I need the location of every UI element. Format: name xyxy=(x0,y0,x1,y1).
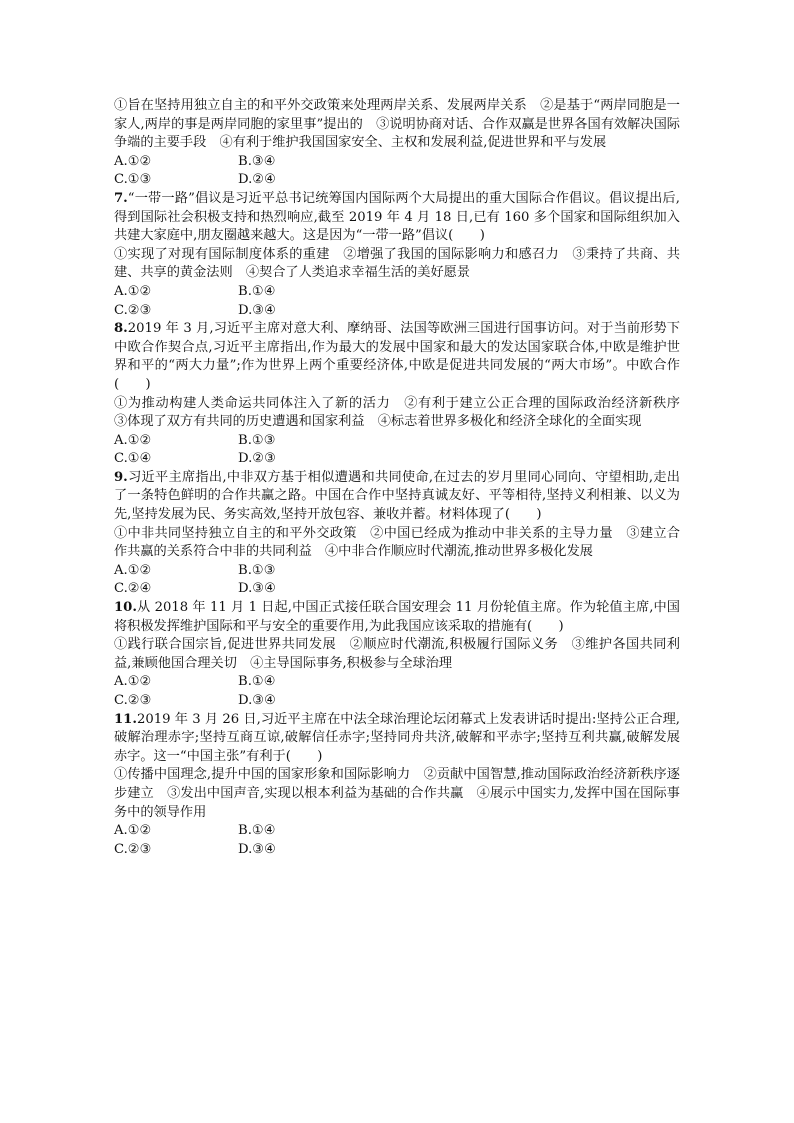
q6-options xyxy=(114,153,680,190)
q10-option-a: A.①② xyxy=(114,674,152,690)
q11-options xyxy=(114,822,680,859)
q10-stem: 从 2018 年 11 月 1 日起,中国正式接任联合国安理会 11 月份轮值主席。作为轮值主席,中国将积极发挥维护国际和平与安全的重要作用,为此我国应该采取的措施有( ) xyxy=(114,600,680,634)
q11-option-d: D.③④ xyxy=(238,841,276,857)
q10-options xyxy=(114,673,680,710)
q7-option-d: D.③④ xyxy=(238,302,276,318)
q8-statements: ①为推动构建人类命运共同体注入了新的活力 ②有利于建立公正合理的国际政治经济新秩序 ③体现了双方有共同的历史遭遇和国家利益 ④标志着世界多极化和经济全球化的全面实现 xyxy=(114,395,694,430)
q10-number: 10. xyxy=(114,600,137,616)
q8-option-a: A.①② xyxy=(114,432,152,448)
q11-option-b: B.①④ xyxy=(238,823,276,839)
q11-stem-block xyxy=(114,711,680,767)
q7-option-b: B.①④ xyxy=(238,283,276,299)
q6-statements: ①旨在坚持用独立自主的和平外交政策来处理两岸关系、发展两岸关系 ②是基于“两岸同胞是一家人,两岸的事是两岸同胞的家里事”提出的 ③说明协商对话、合作双赢是世界各国有效解决国际争端的主要手段 ④有利于维护我国国家安全、主权和发展利益,促进世界和平与发展 xyxy=(114,98,680,151)
q9-stem-block xyxy=(114,469,680,525)
q8-options xyxy=(114,432,680,469)
q11-stem: 2019 年 3 月 26 日,习近平主席在中法全球治理论坛闭幕式上发表讲话时提出:坚持公正合理,破解治理赤字;坚持互商互谅,破解信任赤字;坚持同舟共济,破解和平赤字;坚持互利共赢,破解发展赤字。这一“中国主张”有利于( ) xyxy=(114,711,680,764)
q9-number: 9. xyxy=(114,469,128,485)
document-page xyxy=(114,97,694,859)
q9-options xyxy=(114,562,680,599)
q9-option-a: A.①② xyxy=(114,562,152,578)
q7-option-c: C.②③ xyxy=(114,302,152,318)
q7-option-a: A.①② xyxy=(114,283,152,299)
q9-option-d: D.③④ xyxy=(238,581,276,597)
q10-option-b: B.①④ xyxy=(238,674,276,690)
q8-option-d: D.②③ xyxy=(238,451,276,467)
q8-number: 8. xyxy=(114,321,128,337)
q8-option-b: B.①③ xyxy=(238,432,276,448)
q10-statements: ①践行联合国宗旨,促进世界共同发展 ②顺应时代潮流,积极履行国际义务 ③维护各国共同利益,兼顾他国合理关切 ④主导国际事务,积极参与全球治理 xyxy=(114,637,680,671)
q8-stem: 2019 年 3 月,习近平主席对意大利、摩纳哥、法国等欧洲三国进行国事访问。对于当前形势下中欧合作契合点,习近平主席指出,作为最大的发展中国家和最大的发达国家联合体,中欧是维护世界和平的“两大力量”;作为世界上两个重要经济体,中欧是促进共同发展的“两大市场”。中欧合作( ) xyxy=(114,321,680,392)
q7-stem: “一带一路”倡议是习近平总书记统筹国内国际两个大局提出的重大国际合作倡议。倡议提出后,得到国际社会积极支持和热烈响应,截至 2019 年 4 月 18 日,已有 160 多个国家和国际组织加入共建大家庭中,朋友圈越来越大。这是因为“一带一路”倡议( ) xyxy=(114,190,680,244)
q6-option-a: A.①② xyxy=(114,153,152,169)
q9-option-b: B.①③ xyxy=(238,562,276,578)
q7-options xyxy=(114,283,680,320)
q7-stem-block xyxy=(114,190,680,246)
q6-option-d: D.②④ xyxy=(238,172,276,188)
q8-stem-block xyxy=(114,320,680,394)
q10-option-c: C.②③ xyxy=(114,693,152,708)
q6-option-b: B.③④ xyxy=(238,153,276,169)
q7-number: 7. xyxy=(114,190,128,206)
q8-option-c: C.①④ xyxy=(114,451,152,467)
q10-stem-block xyxy=(114,599,680,636)
q7-statements: ①实现了对现有国际制度体系的重建 ②增强了我国的国际影响力和感召力 ③秉持了共商、共建、共享的黄金法则 ④契合了人类追求幸福生活的美好愿景 xyxy=(114,246,680,281)
q9-statements: ①中非共同坚持独立自主的和平外交政策 ②中国已经成为推动中非关系的主导力量 ③建立合作共赢的关系符合中非的共同利益 ④中非合作顺应时代潮流,推动世界多极化发展 xyxy=(114,525,680,560)
q11-statements: ①传播中国理念,提升中国的国家形象和国际影响力 ②贡献中国智慧,推动国际政治经济新秩序逐步建立 ③发出中国声音,实现以根本利益为基础的合作共赢 ④展示中国实力,发挥中国在国际事务中的领导作用 xyxy=(114,767,680,820)
q6-option-c: C.①③ xyxy=(114,172,152,188)
q11-number: 11. xyxy=(114,711,137,727)
q9-option-c: C.②④ xyxy=(114,581,152,597)
q11-option-c: C.②③ xyxy=(114,841,152,857)
q9-stem: 习近平主席指出,中非双方基于相似遭遇和共同使命,在过去的岁月里同心同向、守望相助,走出了一条特色鲜明的合作共赢之路。中国在合作中坚持真诚友好、平等相待,坚持义利相兼、以义为先,坚持发展为民、务实高效,坚持开放包容、兼收并蓄。材料体现了( ) xyxy=(114,469,680,523)
q10-option-d: D.③④ xyxy=(238,693,276,708)
q11-option-a: A.①② xyxy=(114,823,152,839)
